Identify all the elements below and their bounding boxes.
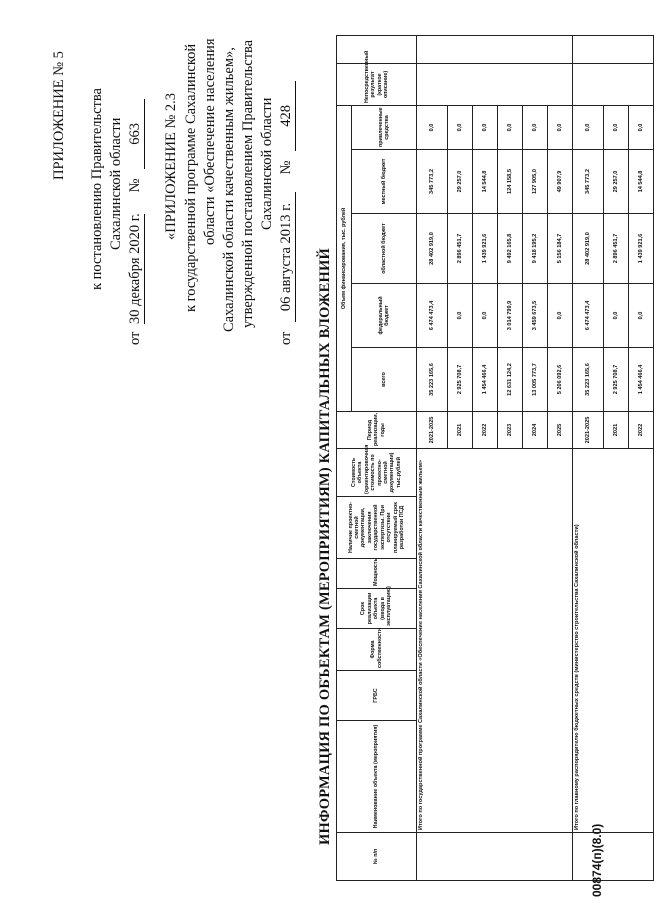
row-federal: 6 474 473,4 bbox=[417, 284, 448, 348]
row-total: 2 925 708,7 bbox=[604, 348, 629, 412]
col-header-result: Непосредственный результат (краткое описание) bbox=[337, 63, 417, 105]
row-other: 0,0 bbox=[523, 105, 548, 149]
row-regional: 2 896 451,7 bbox=[604, 214, 629, 284]
row-federal: 0,0 bbox=[604, 284, 629, 348]
row-federal: 0,0 bbox=[629, 284, 654, 348]
row-year: 2021 bbox=[448, 412, 473, 449]
col-header-design-docs: Наличие проектно-сметной документации, заключения государственной экспертизы. При отсутствии планируемый срок разработки ПСД bbox=[337, 497, 417, 559]
decree-line-1: к постановлению Правительства bbox=[89, 88, 105, 290]
row-local: 29 257,0 bbox=[604, 150, 629, 214]
row-local: 345 773,2 bbox=[573, 150, 604, 214]
row-year: 2022 bbox=[629, 412, 654, 449]
row-regional: 9 492 165,8 bbox=[498, 214, 523, 284]
row-regional: 5 156 184,7 bbox=[548, 214, 573, 284]
row-regional: 1 439 921,6 bbox=[629, 214, 654, 284]
row-total: 35 223 165,6 bbox=[417, 348, 448, 412]
program-appendix-heading: «ПРИЛОЖЕНИЕ № 2.3 bbox=[163, 92, 179, 240]
row-total: 12 631 124,2 bbox=[498, 348, 523, 412]
col-header-funding-group: Объем финансирования, тыс. рублей bbox=[337, 105, 352, 411]
group-1-num bbox=[417, 833, 573, 881]
col-header-empty bbox=[337, 35, 417, 63]
group-2-num bbox=[573, 833, 654, 881]
row-year: 2025 bbox=[548, 412, 573, 449]
program-line-1: к государственной программе Сахалинской bbox=[183, 43, 199, 312]
col-header-total: всего bbox=[352, 348, 417, 412]
row-year: 2021-2025 bbox=[417, 412, 448, 449]
row-regional: 9 418 195,2 bbox=[523, 214, 548, 284]
row-federal: 0,0 bbox=[448, 284, 473, 348]
group-2-label: Итого по главному распорядителю бюджетных средств (министерство строительства Сахалинской области) bbox=[573, 449, 654, 833]
row-total: 13 005 773,7 bbox=[523, 348, 548, 412]
col-header-term: Срок реализации объекта (ввода в эксплуатацию) bbox=[337, 589, 417, 629]
col-header-grbs: ГРБС bbox=[337, 671, 417, 721]
row-other: 0,0 bbox=[448, 105, 473, 149]
row-federal: 3 014 799,9 bbox=[498, 284, 523, 348]
table-row bbox=[573, 35, 604, 880]
row-year: 2021 bbox=[604, 412, 629, 449]
document-title: ИНФОРМАЦИЯ ПО ОБЪЕКТАМ (МЕРОПРИЯТИЯМ) КАПИТАЛЬНЫХ ВЛОЖЕНИЙ bbox=[317, 248, 333, 845]
group-2-result bbox=[573, 63, 654, 105]
row-local: 124 158,5 bbox=[498, 150, 523, 214]
program-line-5: Сахалинской области bbox=[259, 97, 275, 230]
program-line-2: области «Обеспечение населения bbox=[202, 38, 218, 245]
table-row bbox=[417, 35, 448, 880]
row-year: 2022 bbox=[473, 412, 498, 449]
program-date-line bbox=[277, 81, 296, 345]
col-header-cost: Стоимость объекта (ориентировочная стоимость по проектно-сметной документации) тыс.рублей bbox=[337, 449, 417, 497]
row-year: 2024 bbox=[523, 412, 548, 449]
document-code: 00874(п)(8.0) bbox=[590, 823, 604, 897]
decree-appendix-heading: ПРИЛОЖЕНИЕ № 5 bbox=[51, 51, 67, 180]
row-total: 1 454 466,4 bbox=[629, 348, 654, 412]
row-federal: 0,0 bbox=[473, 284, 498, 348]
col-header-power: Мощность bbox=[337, 559, 417, 589]
row-total: 2 925 708,7 bbox=[448, 348, 473, 412]
program-line-3: Сахалинской области качественным жильем», bbox=[221, 47, 237, 332]
row-other: 0,0 bbox=[498, 105, 523, 149]
row-local: 14 544,8 bbox=[629, 150, 654, 214]
group-2-extra bbox=[573, 35, 654, 63]
col-header-name: Наименование объекта (мероприятия) bbox=[337, 721, 417, 833]
row-other: 0,0 bbox=[548, 105, 573, 149]
row-federal: 6 474 473,4 bbox=[573, 284, 604, 348]
decree-from-label: от bbox=[127, 331, 143, 345]
row-regional: 1 439 921,6 bbox=[473, 214, 498, 284]
row-local: 29 257,0 bbox=[448, 150, 473, 214]
row-year: 2023 bbox=[498, 412, 523, 449]
col-header-local: местный бюджет bbox=[352, 150, 417, 214]
col-header-federal: федеральный бюджет bbox=[352, 284, 417, 348]
row-local: 127 905,0 bbox=[523, 150, 548, 214]
row-regional: 28 402 919,0 bbox=[417, 214, 448, 284]
row-local: 49 907,9 bbox=[548, 150, 573, 214]
program-date: 06 августа 2013 г. bbox=[277, 192, 296, 322]
col-header-period: Период реализации, годы bbox=[337, 412, 417, 449]
row-other: 0,0 bbox=[604, 105, 629, 149]
row-local: 345 773,2 bbox=[417, 150, 448, 214]
col-header-regional: областной бюджет bbox=[352, 214, 417, 284]
row-other: 0,0 bbox=[629, 105, 654, 149]
group-1-extra bbox=[417, 35, 573, 63]
col-header-num: № п/п bbox=[337, 833, 417, 881]
col-header-other: привлеченные средства bbox=[352, 105, 417, 149]
decree-number: 663 bbox=[126, 99, 145, 169]
decree-date: 30 декабря 2020 г. bbox=[127, 213, 143, 324]
row-federal: 3 459 673,5 bbox=[523, 284, 548, 348]
col-header-ownership: Форма собственности bbox=[337, 629, 417, 671]
row-federal: 0,0 bbox=[548, 284, 573, 348]
program-line-4: утвержденной постановлением Правительства bbox=[240, 39, 256, 328]
row-other: 0,0 bbox=[473, 105, 498, 149]
group-1-label: Итого по государственной программе Сахалинской области «Обеспечение населения Сахалинской области качественным жильем» bbox=[417, 449, 573, 833]
row-regional: 28 402 919,0 bbox=[573, 214, 604, 284]
decree-date-line bbox=[126, 99, 145, 345]
group-1-result bbox=[417, 63, 573, 105]
row-other: 0,0 bbox=[417, 105, 448, 149]
program-number: 428 bbox=[277, 81, 296, 151]
program-from-label: от bbox=[278, 331, 294, 345]
row-local: 14 544,8 bbox=[473, 150, 498, 214]
row-regional: 2 896 451,7 bbox=[448, 214, 473, 284]
decree-number-label: № bbox=[127, 178, 143, 193]
row-total: 5 206 092,6 bbox=[548, 348, 573, 412]
decree-line-2: Сахалинской области bbox=[108, 117, 124, 250]
row-year: 2021-2025 bbox=[573, 412, 604, 449]
row-total: 1 454 466,4 bbox=[473, 348, 498, 412]
program-number-label: № bbox=[278, 160, 294, 175]
row-other: 0,0 bbox=[573, 105, 604, 149]
row-total: 35 223 165,6 bbox=[573, 348, 604, 412]
